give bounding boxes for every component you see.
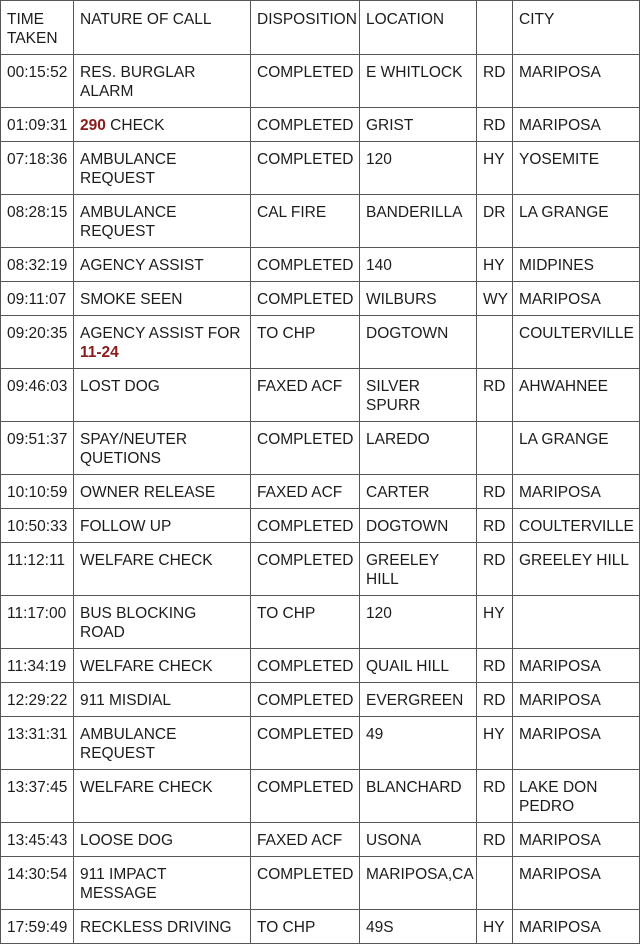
- cell-nature: [74, 823, 251, 857]
- nature-text: AMBULANCE REQUEST: [80, 726, 177, 762]
- nature-text-rest: CHECK: [105, 117, 165, 134]
- cell-disposition: COMPLETED: [251, 108, 360, 142]
- cell-time: 08:28:15: [1, 195, 74, 248]
- table-row: [1, 910, 640, 944]
- nature-text: SPAY/NEUTER QUETIONS: [80, 431, 188, 467]
- nature-text: RES. BURGLAR ALARM: [80, 64, 196, 100]
- cell-location: GREELEY HILL: [360, 543, 477, 596]
- cell-disposition: COMPLETED: [251, 422, 360, 475]
- cell-city: MARIPOSA: [513, 475, 640, 509]
- cell-street-suffix: [477, 422, 513, 475]
- cell-city: GREELEY HILL: [513, 543, 640, 596]
- cell-time: 09:11:07: [1, 282, 74, 316]
- cell-location: 49S: [360, 910, 477, 944]
- cell-location: MARIPOSA,CA: [360, 857, 477, 910]
- cell-location: USONA: [360, 823, 477, 857]
- cell-street-suffix: WY: [477, 282, 513, 316]
- cell-city: LA GRANGE: [513, 195, 640, 248]
- cell-disposition: FAXED ACF: [251, 475, 360, 509]
- cell-time: 17:59:49: [1, 910, 74, 944]
- table-row: [1, 195, 640, 248]
- cell-disposition: TO CHP: [251, 910, 360, 944]
- header-time-taken: TIME TAKEN: [1, 1, 74, 55]
- cell-location: 120: [360, 596, 477, 649]
- cell-disposition: COMPLETED: [251, 142, 360, 195]
- cell-city: MARIPOSA: [513, 717, 640, 770]
- cell-time: 09:20:35: [1, 316, 74, 369]
- cell-city: MARIPOSA: [513, 823, 640, 857]
- cell-location: 49: [360, 717, 477, 770]
- cell-street-suffix: RD: [477, 543, 513, 596]
- header-city: CITY: [513, 1, 640, 55]
- table-row: [1, 823, 640, 857]
- cell-location: BLANCHARD: [360, 770, 477, 823]
- cell-street-suffix: RD: [477, 108, 513, 142]
- cell-nature: [74, 248, 251, 282]
- nature-text: SMOKE SEEN: [80, 291, 183, 308]
- cell-nature: [74, 596, 251, 649]
- table-row: [1, 248, 640, 282]
- table-row: [1, 475, 640, 509]
- cell-city: COULTERVILLE: [513, 509, 640, 543]
- cell-nature: [74, 910, 251, 944]
- cell-street-suffix: HY: [477, 142, 513, 195]
- cell-city: MARIPOSA: [513, 282, 640, 316]
- cell-street-suffix: HY: [477, 717, 513, 770]
- cell-nature: [74, 422, 251, 475]
- cell-city: AHWAHNEE: [513, 369, 640, 422]
- cell-disposition: FAXED ACF: [251, 823, 360, 857]
- cell-location: QUAIL HILL: [360, 649, 477, 683]
- nature-text: BUS BLOCKING ROAD: [80, 605, 197, 641]
- cell-location: 140: [360, 248, 477, 282]
- cell-time: 01:09:31: [1, 108, 74, 142]
- nature-text: 911 MISDIAL: [80, 692, 172, 709]
- cell-nature: [74, 108, 251, 142]
- cell-nature: [74, 770, 251, 823]
- cell-disposition: COMPLETED: [251, 857, 360, 910]
- cell-street-suffix: HY: [477, 596, 513, 649]
- cell-city: MIDPINES: [513, 248, 640, 282]
- cell-location: E WHITLOCK: [360, 55, 477, 108]
- nature-text: WELFARE CHECK: [80, 779, 213, 796]
- nature-text: AMBULANCE REQUEST: [80, 204, 177, 240]
- cell-time: 12:29:22: [1, 683, 74, 717]
- cell-time: 09:51:37: [1, 422, 74, 475]
- table-row: [1, 422, 640, 475]
- cell-city: LAKE DON PEDRO: [513, 770, 640, 823]
- cell-nature: [74, 282, 251, 316]
- table-row: [1, 282, 640, 316]
- cell-city: MARIPOSA: [513, 108, 640, 142]
- cell-street-suffix: HY: [477, 248, 513, 282]
- cell-time: 10:50:33: [1, 509, 74, 543]
- table-row: [1, 142, 640, 195]
- nature-text: AGENCY ASSIST FOR: [80, 325, 241, 342]
- cell-disposition: TO CHP: [251, 596, 360, 649]
- header-disposition: DISPOSITION: [251, 1, 360, 55]
- nature-text: FOLLOW UP: [80, 518, 172, 535]
- table-row: [1, 509, 640, 543]
- cell-city: MARIPOSA: [513, 683, 640, 717]
- table-row: [1, 683, 640, 717]
- cell-disposition: COMPLETED: [251, 717, 360, 770]
- nature-text: AGENCY ASSIST: [80, 257, 204, 274]
- cell-disposition: FAXED ACF: [251, 369, 360, 422]
- nature-code-highlight: 290: [80, 117, 106, 134]
- header-location: LOCATION: [360, 1, 477, 55]
- cell-street-suffix: RD: [477, 475, 513, 509]
- cell-street-suffix: RD: [477, 823, 513, 857]
- table-row: [1, 770, 640, 823]
- table-row: [1, 108, 640, 142]
- cell-city: [513, 596, 640, 649]
- nature-text: LOST DOG: [80, 378, 160, 395]
- table-row: [1, 857, 640, 910]
- cell-time: 13:37:45: [1, 770, 74, 823]
- cell-street-suffix: [477, 857, 513, 910]
- cell-nature: [74, 683, 251, 717]
- nature-code-highlight: 11-24: [80, 344, 119, 361]
- cell-location: LAREDO: [360, 422, 477, 475]
- cell-city: LA GRANGE: [513, 422, 640, 475]
- nature-text: AMBULANCE REQUEST: [80, 151, 177, 187]
- cell-nature: [74, 649, 251, 683]
- cell-disposition: CAL FIRE: [251, 195, 360, 248]
- nature-text: RECKLESS DRIVING: [80, 919, 232, 936]
- cell-location: CARTER: [360, 475, 477, 509]
- nature-text: OWNER RELEASE: [80, 484, 216, 501]
- cell-disposition: COMPLETED: [251, 248, 360, 282]
- cell-street-suffix: RD: [477, 649, 513, 683]
- cell-location: 120: [360, 142, 477, 195]
- cell-city: MARIPOSA: [513, 910, 640, 944]
- nature-text: LOOSE DOG: [80, 832, 174, 849]
- cell-time: 00:15:52: [1, 55, 74, 108]
- cell-location: SILVER SPURR: [360, 369, 477, 422]
- cell-city: MARIPOSA: [513, 857, 640, 910]
- cell-city: YOSEMITE: [513, 142, 640, 195]
- cell-nature: [74, 195, 251, 248]
- cell-nature: [74, 475, 251, 509]
- cell-disposition: COMPLETED: [251, 282, 360, 316]
- cell-location: DOGTOWN: [360, 316, 477, 369]
- cell-street-suffix: HY: [477, 910, 513, 944]
- nature-text: 911 IMPACT MESSAGE: [80, 866, 167, 902]
- cell-time: 11:17:00: [1, 596, 74, 649]
- cell-location: WILBURS: [360, 282, 477, 316]
- cell-location: DOGTOWN: [360, 509, 477, 543]
- cell-street-suffix: DR: [477, 195, 513, 248]
- cell-time: 07:18:36: [1, 142, 74, 195]
- cell-street-suffix: RD: [477, 509, 513, 543]
- cell-street-suffix: [477, 316, 513, 369]
- cell-disposition: COMPLETED: [251, 649, 360, 683]
- cell-time: 11:34:19: [1, 649, 74, 683]
- cell-location: BANDERILLA: [360, 195, 477, 248]
- cell-time: 11:12:11: [1, 543, 74, 596]
- cell-time: 08:32:19: [1, 248, 74, 282]
- table-row: [1, 543, 640, 596]
- cell-nature: [74, 369, 251, 422]
- table-row: [1, 55, 640, 108]
- cell-nature: [74, 543, 251, 596]
- header-suffix: [477, 1, 513, 55]
- cell-street-suffix: RD: [477, 55, 513, 108]
- header-row: [1, 1, 640, 55]
- cell-nature: [74, 857, 251, 910]
- cell-disposition: COMPLETED: [251, 683, 360, 717]
- table-row: [1, 369, 640, 422]
- cell-time: 14:30:54: [1, 857, 74, 910]
- cell-disposition: COMPLETED: [251, 543, 360, 596]
- cell-time: 13:45:43: [1, 823, 74, 857]
- cell-street-suffix: RD: [477, 683, 513, 717]
- cell-location: EVERGREEN: [360, 683, 477, 717]
- cell-location: GRIST: [360, 108, 477, 142]
- cell-disposition: TO CHP: [251, 316, 360, 369]
- cell-city: MARIPOSA: [513, 55, 640, 108]
- table-row: [1, 596, 640, 649]
- cell-street-suffix: RD: [477, 770, 513, 823]
- table-row: [1, 717, 640, 770]
- cell-city: MARIPOSA: [513, 649, 640, 683]
- cell-street-suffix: RD: [477, 369, 513, 422]
- cell-time: 13:31:31: [1, 717, 74, 770]
- header-nature-of-call: NATURE OF CALL: [74, 1, 251, 55]
- table-row: [1, 649, 640, 683]
- cell-time: 09:46:03: [1, 369, 74, 422]
- cell-time: 10:10:59: [1, 475, 74, 509]
- cell-nature: [74, 55, 251, 108]
- cell-city: COULTERVILLE: [513, 316, 640, 369]
- cell-nature: [74, 717, 251, 770]
- cell-nature: [74, 316, 251, 369]
- nature-text: WELFARE CHECK: [80, 552, 213, 569]
- cell-disposition: COMPLETED: [251, 509, 360, 543]
- cell-nature: [74, 509, 251, 543]
- table-row: [1, 316, 640, 369]
- nature-text: WELFARE CHECK: [80, 658, 213, 675]
- cell-disposition: COMPLETED: [251, 55, 360, 108]
- cell-nature: [74, 142, 251, 195]
- cell-disposition: COMPLETED: [251, 770, 360, 823]
